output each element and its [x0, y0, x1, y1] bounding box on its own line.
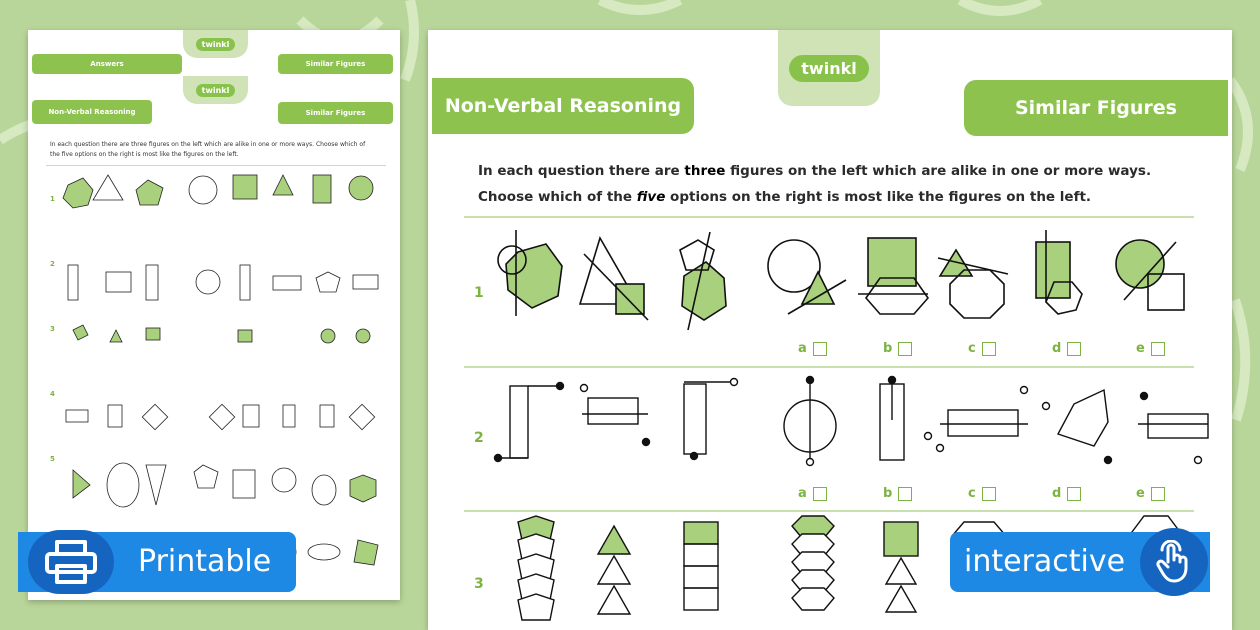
back-logo-tab	[183, 30, 248, 58]
back-q1-number: 1	[50, 195, 55, 203]
printer-icon	[28, 530, 114, 594]
rule-top	[464, 216, 1194, 218]
q1-option-e[interactable]: e	[1136, 341, 1165, 356]
q2-checkbox-c[interactable]	[982, 487, 996, 501]
similar-figures-banner-top: Similar Figures	[278, 54, 393, 74]
q1-option-d[interactable]: d	[1052, 341, 1081, 356]
q2-option-c[interactable]: c	[968, 486, 996, 501]
similar-figures-banner-back: Similar Figures	[278, 102, 393, 124]
q1-checkbox-d[interactable]	[1067, 342, 1081, 356]
q1-figures	[488, 230, 1208, 340]
q2-figures	[488, 374, 1208, 474]
back-q5-number: 5	[50, 455, 55, 463]
q2-checkbox-a[interactable]	[813, 487, 827, 501]
back-worksheet	[28, 30, 400, 600]
nvr-banner-back: Non-Verbal Reasoning	[32, 100, 152, 124]
twinkl-logo: twinkl	[196, 38, 236, 51]
back-q4-number: 4	[50, 390, 55, 398]
instruction-line-1: In each question there are three figures on the left which are alike in one or more ways.	[478, 163, 1152, 179]
twinkl-logo-2: twinkl	[196, 84, 236, 97]
q2-option-e[interactable]: e	[1136, 486, 1165, 501]
q1-checkbox-a[interactable]	[813, 342, 827, 356]
q1-number: 1	[474, 285, 484, 301]
q1-option-a[interactable]: a	[798, 341, 827, 356]
main-logo-tab	[778, 30, 880, 106]
q2-checkbox-d[interactable]	[1067, 487, 1081, 501]
printable-badge[interactable]	[0, 530, 296, 594]
twinkl-logo-main: twinkl	[789, 55, 868, 82]
q2-option-b[interactable]: b	[883, 486, 912, 501]
q2-number: 2	[474, 430, 484, 446]
instruction-line-2: Choose which of the five options on the right is most like the figures on the left.	[478, 189, 1092, 205]
back-q2-number: 2	[50, 260, 55, 268]
similar-figures-banner: Similar Figures	[964, 80, 1228, 136]
q1-option-c[interactable]: c	[968, 341, 996, 356]
q2-checkbox-e[interactable]	[1151, 487, 1165, 501]
instructions	[478, 158, 1208, 210]
back-instructions: In each question there are three figures on the left which are alike in one or more ways. Choose which of the five options on the right is most like the figures on the left.	[50, 141, 366, 158]
q3-number: 3	[474, 576, 484, 592]
rule-q2	[464, 510, 1194, 512]
printable-label: Printable	[138, 544, 272, 579]
q1-option-b[interactable]: b	[883, 341, 912, 356]
q2-option-a[interactable]: a	[798, 486, 827, 501]
q1-checkbox-b[interactable]	[898, 342, 912, 356]
interactive-label: interactive	[964, 544, 1126, 579]
rule-q1	[464, 366, 1194, 368]
q1-checkbox-c[interactable]	[982, 342, 996, 356]
answers-banner: Answers	[32, 54, 182, 74]
q2-checkbox-b[interactable]	[898, 487, 912, 501]
pointer-hand-icon	[1140, 528, 1208, 596]
nvr-banner: Non-Verbal Reasoning	[432, 78, 694, 134]
q2-option-d[interactable]: d	[1052, 486, 1081, 501]
q1-checkbox-e[interactable]	[1151, 342, 1165, 356]
back-q3-number: 3	[50, 325, 55, 333]
interactive-badge[interactable]	[950, 528, 1260, 598]
back-logo-tab-2	[183, 76, 248, 104]
